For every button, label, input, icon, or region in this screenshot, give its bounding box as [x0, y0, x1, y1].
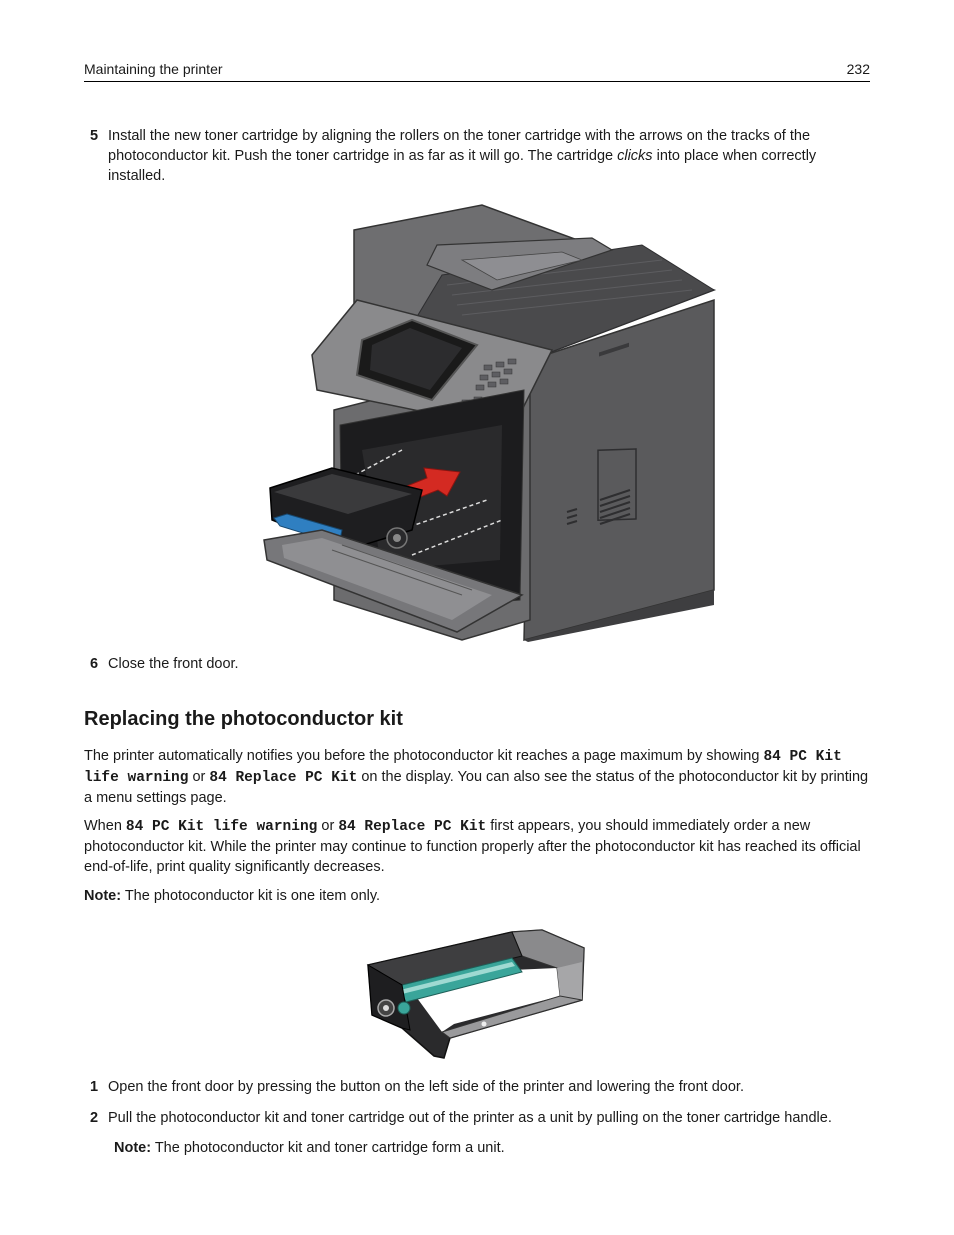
note-unit: Note: The photoconductor kit and toner cartridge form a unit. — [114, 1140, 505, 1156]
step-text: Close the front door. — [108, 656, 239, 672]
page-header — [84, 60, 870, 82]
step-text: Pull the photoconductor kit and toner cartridge out of the printer as a unit by pulling on the toner cartridge handle. — [108, 1110, 832, 1126]
paragraph-order-kit: When 84 PC Kit life warning or 84 Replace PC Kit first appears, you should immediately order a new photoconductor kit. While the printer may continue to function properly after the photoconductor kit has reached its official end-of-life, print quality significantly decreases. — [84, 818, 861, 875]
step-text: Open the front door by pressing the button on the left side of the printer and lowering the front door. — [108, 1079, 744, 1095]
code-message: 84 PC Kit life warning — [125, 819, 318, 835]
code-message: 84 Replace PC Kit — [338, 819, 487, 835]
step-text: Install the new toner cartridge by aligning the rollers on the toner cartridge with the arrows on the tracks of the photoconductor kit. Push the toner cartridge in as far as it will go. The cartridge clicks into place when correctly installed. — [108, 128, 817, 184]
note-one-item: Note: The photoconductor kit is one item only. — [84, 888, 381, 904]
code-message: 84 PC Kit life warning — [84, 749, 842, 786]
paragraph-notification: The printer automatically notifies you before the photoconductor kit reaches a page maximum by showing 84 PC Kit life warning or 84 Replace PC Kit on the display. You can also see the status of the photoconductor kit by printing a menu settings page. — [84, 748, 869, 806]
section-heading: Replacing the photoconductor kit — [84, 708, 403, 730]
code-message: 84 Replace PC Kit — [209, 770, 358, 786]
step-number: 1 — [90, 1079, 99, 1095]
step-1 — [84, 1077, 870, 1097]
emphasis-text: clicks — [617, 148, 653, 164]
header-section-title: Maintaining the printer — [84, 61, 223, 77]
step-number: 5 — [90, 128, 99, 144]
step-number: 2 — [90, 1110, 99, 1126]
photoconductor-kit-illustration — [362, 920, 592, 1062]
step-5 — [84, 126, 870, 186]
step-2 — [84, 1108, 870, 1128]
step-number: 6 — [90, 656, 99, 672]
step-6 — [84, 654, 870, 674]
printer-illustration — [262, 200, 718, 642]
note-label: Note: — [84, 888, 122, 904]
header-page-number: 232 — [846, 61, 870, 77]
note-label: Note: — [114, 1140, 152, 1156]
